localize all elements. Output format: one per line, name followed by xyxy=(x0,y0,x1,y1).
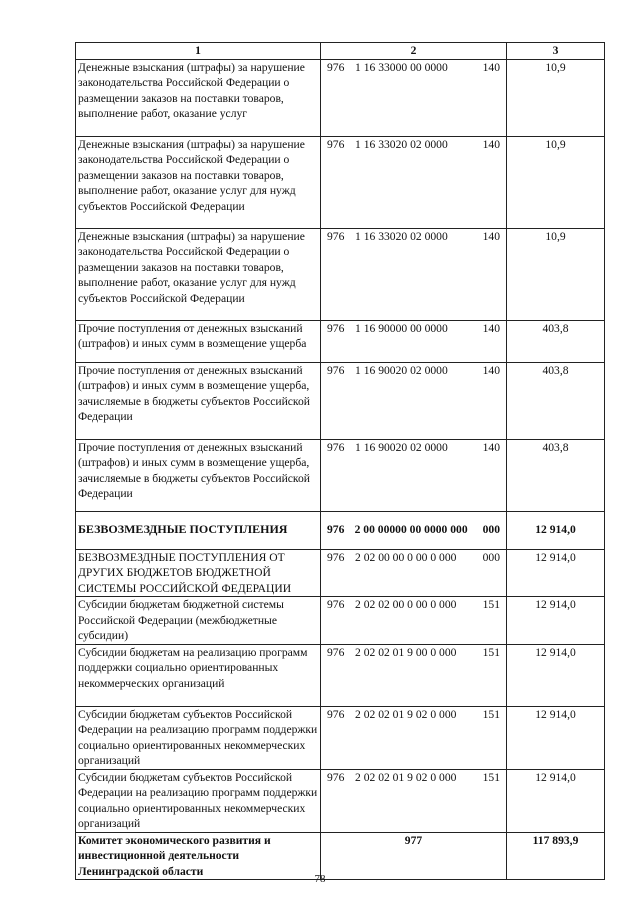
row-value: 403,8 xyxy=(507,362,605,439)
row-description: Субсидии бюджетам на реализацию программ поддержки социально ориентированных некоммерческих организаций xyxy=(76,644,321,706)
kbk-code: 1 16 33020 02 0000 xyxy=(355,137,448,151)
budget-table xyxy=(75,42,605,880)
header-col-3: 3 xyxy=(507,43,605,60)
admin-code: 976 xyxy=(327,440,345,454)
row-value: 12 914,0 xyxy=(507,597,605,645)
kosgu-code: 140 xyxy=(482,60,500,74)
row-code xyxy=(321,439,507,511)
row-value: 12 914,0 xyxy=(507,769,605,832)
row-code xyxy=(321,511,507,549)
row-description: Денежные взыскания (штрафы) за нарушение законодательства Российской Федерации о размещении заказов на поставки товаров, выполнение работ, оказание услуг xyxy=(76,59,321,136)
row-description: Субсидии бюджетам бюджетной системы Российской Федерации (межбюджетные субсидии) xyxy=(76,597,321,645)
kbk-code: 2 02 00 00 0 00 0 000 xyxy=(355,550,457,564)
kosgu-code: 140 xyxy=(482,137,500,151)
kbk-code: 2 02 02 01 9 02 0 000 xyxy=(355,707,457,721)
admin-code: 976 xyxy=(327,770,345,784)
table-row xyxy=(76,769,605,832)
row-value: 12 914,0 xyxy=(507,511,605,549)
row-code xyxy=(321,362,507,439)
committee-name: Комитет экономического развития и инвестиционной деятельности Ленинградской области xyxy=(76,832,321,880)
row-value: 403,8 xyxy=(507,439,605,511)
row-value: 12 914,0 xyxy=(507,644,605,706)
row-code xyxy=(321,320,507,362)
table-row xyxy=(76,549,605,597)
row-description: Денежные взыскания (штрафы) за нарушение законодательства Российской Федерации о размещении заказов на поставки товаров, выполнение работ, оказание услуг для нужд субъектов Российской Федерации xyxy=(76,136,321,228)
admin-code: 976 xyxy=(327,645,345,659)
kbk-code: 2 02 02 01 9 00 0 000 xyxy=(355,645,457,659)
kbk-code: 1 16 33000 00 0000 xyxy=(355,60,448,74)
kosgu-code: 000 xyxy=(482,550,500,564)
kbk-code: 2 02 02 00 0 00 0 000 xyxy=(355,598,457,611)
table-row xyxy=(76,597,605,645)
kbk-code: 2 00 00000 00 0000 000 xyxy=(354,523,468,537)
row-code xyxy=(321,769,507,832)
table-row xyxy=(76,228,605,320)
admin-code: 976 xyxy=(327,598,345,611)
kbk-code: 1 16 90000 00 0000 xyxy=(355,321,448,335)
row-code xyxy=(321,644,507,706)
admin-code: 976 xyxy=(327,60,345,74)
kbk-code: 1 16 90020 02 0000 xyxy=(355,440,448,454)
row-code xyxy=(321,136,507,228)
table-row xyxy=(76,136,605,228)
kbk-code: 2 02 02 01 9 02 0 000 xyxy=(355,770,457,784)
kosgu-code: 151 xyxy=(482,707,500,721)
kosgu-code: 140 xyxy=(482,440,500,454)
table-row xyxy=(76,320,605,362)
admin-code: 976 xyxy=(327,137,345,151)
table-row xyxy=(76,706,605,769)
row-value: 12 914,0 xyxy=(507,706,605,769)
row-code xyxy=(321,228,507,320)
kosgu-code: 151 xyxy=(482,598,500,611)
admin-code: 976 xyxy=(327,321,345,335)
table-row xyxy=(76,59,605,136)
row-description: Прочие поступления от денежных взысканий (штрафов) и иных сумм в возмещение ущерба, зачисляемые в бюджеты субъектов Российской Федерации xyxy=(76,362,321,439)
row-description: Денежные взыскания (штрафы) за нарушение законодательства Российской Федерации о размещении заказов на поставки товаров, выполнение работ, оказание услуг для нужд субъектов Российской Федерации xyxy=(76,228,321,320)
page-number: 78 xyxy=(314,873,326,885)
admin-code: 976 xyxy=(327,550,345,564)
kbk-code: 1 16 90020 02 0000 xyxy=(355,363,448,377)
row-code xyxy=(321,549,507,597)
kosgu-code: 151 xyxy=(482,645,500,659)
row-value: 403,8 xyxy=(507,320,605,362)
table-header-row xyxy=(76,43,605,60)
row-code xyxy=(321,706,507,769)
committee-value: 117 893,9 xyxy=(507,832,605,880)
kosgu-code: 000 xyxy=(482,523,500,537)
kosgu-code: 140 xyxy=(482,229,500,243)
kosgu-code: 151 xyxy=(482,770,500,784)
row-value: 10,9 xyxy=(507,136,605,228)
row-description: Субсидии бюджетам субъектов Российской Федерации на реализацию программ поддержки социально ориентированных некоммерческих организаций xyxy=(76,706,321,769)
admin-code: 976 xyxy=(327,707,345,721)
admin-code: 976 xyxy=(327,363,345,377)
row-value: 10,9 xyxy=(507,59,605,136)
table-row xyxy=(76,439,605,511)
row-code xyxy=(321,59,507,136)
row-description: БЕЗВОЗМЕЗДНЫЕ ПОСТУПЛЕНИЯ ОТ ДРУГИХ БЮДЖЕТОВ БЮДЖЕТНОЙ СИСТЕМЫ РОССИЙСКОЙ ФЕДЕРАЦИИ xyxy=(76,549,321,597)
header-col-1: 1 xyxy=(76,43,321,60)
row-value: 12 914,0 xyxy=(507,549,605,597)
row-description: Субсидии бюджетам субъектов Российской Федерации на реализацию программ поддержки социально ориентированных некоммерческих организаций xyxy=(76,769,321,832)
table-row xyxy=(76,362,605,439)
kbk-code: 1 16 33020 02 0000 xyxy=(355,229,448,243)
row-value: 10,9 xyxy=(507,228,605,320)
header-col-2: 2 xyxy=(321,43,507,60)
table-row xyxy=(76,644,605,706)
admin-code: 976 xyxy=(327,229,345,243)
kosgu-code: 140 xyxy=(482,363,500,377)
row-description: БЕЗВОЗМЕЗДНЫЕ ПОСТУПЛЕНИЯ xyxy=(76,511,321,549)
committee-code: 977 xyxy=(321,832,507,880)
admin-code: 976 xyxy=(327,523,345,537)
row-description: Прочие поступления от денежных взысканий (штрафов) и иных сумм в возмещение ущерба, зачисляемые в бюджеты субъектов Российской Федерации xyxy=(76,439,321,511)
row-code xyxy=(321,597,507,645)
kosgu-code: 140 xyxy=(482,321,500,335)
table-row-total xyxy=(76,511,605,549)
row-description: Прочие поступления от денежных взысканий (штрафов) и иных сумм в возмещение ущерба xyxy=(76,320,321,362)
